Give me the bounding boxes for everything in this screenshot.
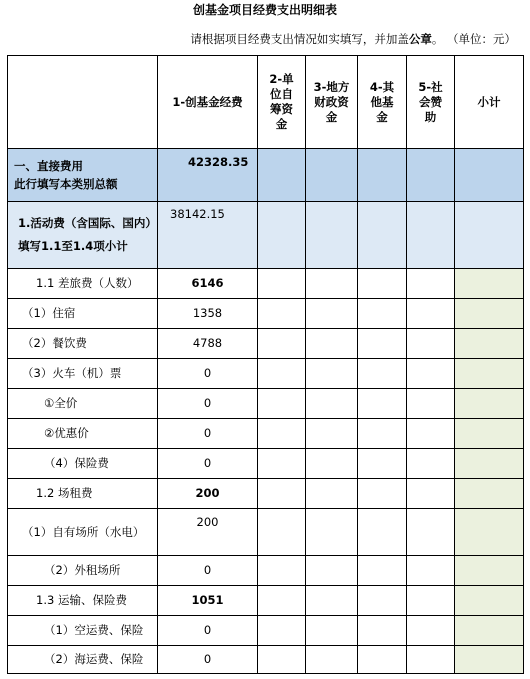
row-subtotal[interactable]	[455, 616, 524, 646]
row-cell[interactable]	[407, 556, 455, 586]
row-cell[interactable]	[407, 479, 455, 509]
header-col-2: 2-单位自筹资金	[258, 56, 306, 149]
row-cell[interactable]	[258, 646, 306, 674]
row-value[interactable]: 1358	[158, 299, 258, 329]
instruction-text	[190, 31, 516, 47]
row-subtotal[interactable]	[455, 646, 524, 674]
row-name: （3）火车（机）票	[8, 359, 158, 389]
row-cell[interactable]	[306, 269, 358, 299]
row-name: ①全价	[8, 389, 158, 419]
row-value[interactable]: 200	[158, 509, 258, 556]
row-cell[interactable]	[358, 269, 407, 299]
header-blank-cell	[8, 56, 158, 149]
row-name: ②优惠价	[8, 419, 158, 449]
row-value[interactable]: 0	[158, 616, 258, 646]
row-cell[interactable]	[306, 646, 358, 674]
table-row	[8, 479, 524, 509]
row-cell[interactable]	[407, 329, 455, 359]
row-subtotal[interactable]	[455, 269, 524, 299]
row-subtotal[interactable]	[455, 556, 524, 586]
row-cell[interactable]	[258, 359, 306, 389]
header-col-4: 4-其他基金	[358, 56, 407, 149]
row-cell[interactable]	[407, 269, 455, 299]
row-cell[interactable]	[407, 299, 455, 329]
category-name: 一、直接费用 此行填写本类别总额	[8, 149, 158, 202]
table-row	[8, 449, 524, 479]
row-cell[interactable]	[258, 616, 306, 646]
row-cell[interactable]	[407, 359, 455, 389]
page-title: 创基金项目经费支出明细表	[192, 3, 337, 17]
row-cell[interactable]	[407, 419, 455, 449]
table-row	[8, 616, 524, 646]
row-name: （1）空运费、保险	[8, 616, 158, 646]
row-subtotal[interactable]	[455, 449, 524, 479]
expense-table-wrapper	[7, 55, 524, 674]
header-col-subtotal: 小计	[455, 56, 524, 149]
header-col-5: 5-社会赞助	[407, 56, 455, 149]
row-value[interactable]: 200	[158, 479, 258, 509]
row-cell[interactable]	[358, 479, 407, 509]
subcategory-cell[interactable]	[358, 202, 407, 269]
row-cell[interactable]	[258, 419, 306, 449]
category-cell[interactable]	[258, 149, 306, 202]
row-cell[interactable]	[358, 586, 407, 616]
row-value[interactable]: 0	[158, 449, 258, 479]
table-row	[8, 269, 524, 299]
subcategory-subtotal[interactable]	[455, 202, 524, 269]
row-name: 1.2 场租费	[8, 479, 158, 509]
row-cell[interactable]	[358, 299, 407, 329]
table-row	[8, 299, 524, 329]
table-row	[8, 389, 524, 419]
header-row	[8, 56, 524, 149]
subcategory-value[interactable]: 38142.15	[158, 202, 258, 269]
table-row	[8, 646, 524, 674]
row-subtotal[interactable]	[455, 359, 524, 389]
row-cell[interactable]	[407, 646, 455, 674]
row-subtotal[interactable]	[455, 389, 524, 419]
row-subtotal[interactable]	[455, 419, 524, 449]
row-cell[interactable]	[358, 509, 407, 556]
row-cell[interactable]	[258, 269, 306, 299]
header-col-1: 1-创基金经费	[158, 56, 258, 149]
row-cell[interactable]	[306, 389, 358, 419]
row-name: （2）餐饮费	[8, 329, 158, 359]
row-cell[interactable]	[407, 509, 455, 556]
row-value[interactable]: 0	[158, 389, 258, 419]
row-name: （2）海运费、保险	[8, 646, 158, 674]
row-cell[interactable]	[306, 556, 358, 586]
instruction-main: 请根据项目经费支出情况如实填写，并加盖	[190, 32, 409, 46]
row-name: （1）自有场所（水电）	[8, 509, 158, 556]
row-cell[interactable]	[306, 616, 358, 646]
table-row	[8, 419, 524, 449]
row-subtotal[interactable]	[455, 299, 524, 329]
table-row	[8, 359, 524, 389]
row-subtotal[interactable]	[455, 479, 524, 509]
row-value[interactable]: 6146	[158, 269, 258, 299]
row-cell[interactable]	[358, 616, 407, 646]
row-cell[interactable]	[358, 556, 407, 586]
row-subtotal[interactable]	[455, 586, 524, 616]
row-cell[interactable]	[358, 329, 407, 359]
row-value[interactable]: 0	[158, 556, 258, 586]
subcategory-row	[8, 202, 524, 269]
row-cell[interactable]	[358, 359, 407, 389]
row-cell[interactable]	[306, 419, 358, 449]
instruction-bold: 公章	[408, 32, 432, 46]
row-cell[interactable]	[358, 419, 407, 449]
row-cell[interactable]	[407, 389, 455, 419]
subcategory-cell[interactable]	[407, 202, 455, 269]
row-cell[interactable]	[258, 479, 306, 509]
category-cell[interactable]	[306, 149, 358, 202]
table-row	[8, 509, 524, 556]
row-cell[interactable]	[306, 449, 358, 479]
row-value[interactable]: 0	[158, 646, 258, 674]
subcategory-cell[interactable]	[258, 202, 306, 269]
row-cell[interactable]	[407, 586, 455, 616]
category-subtotal[interactable]	[455, 149, 524, 202]
row-value[interactable]: 0	[158, 419, 258, 449]
table-row	[8, 556, 524, 586]
row-name: （4）保险费	[8, 449, 158, 479]
row-cell[interactable]	[306, 509, 358, 556]
category-row	[8, 149, 524, 202]
instruction-tail: 。 （单位：元）	[431, 32, 516, 46]
row-cell[interactable]	[258, 389, 306, 419]
row-cell[interactable]	[258, 556, 306, 586]
category-value[interactable]: 42328.35	[158, 149, 258, 202]
row-cell[interactable]	[306, 329, 358, 359]
row-value[interactable]: 4788	[158, 329, 258, 359]
category-cell[interactable]	[407, 149, 455, 202]
row-cell[interactable]	[306, 359, 358, 389]
row-cell[interactable]	[407, 616, 455, 646]
category-cell[interactable]	[358, 149, 407, 202]
row-cell[interactable]	[358, 449, 407, 479]
row-cell[interactable]	[306, 479, 358, 509]
subcategory-cell[interactable]	[306, 202, 358, 269]
row-cell[interactable]	[306, 299, 358, 329]
row-cell[interactable]	[306, 586, 358, 616]
row-cell[interactable]	[407, 449, 455, 479]
row-name: （2）外租场所	[8, 556, 158, 586]
row-name: 1.1 差旅费（人数）	[8, 269, 158, 299]
row-cell[interactable]	[258, 449, 306, 479]
row-name: （1）住宿	[8, 299, 158, 329]
row-cell[interactable]	[258, 329, 306, 359]
row-cell[interactable]	[258, 586, 306, 616]
row-name: 1.3 运输、保险费	[8, 586, 158, 616]
header-col-3: 3-地方财政资金	[306, 56, 358, 149]
row-cell[interactable]	[258, 509, 306, 556]
row-value[interactable]: 1051	[158, 586, 258, 616]
row-value[interactable]: 0	[158, 359, 258, 389]
row-cell[interactable]	[358, 646, 407, 674]
row-subtotal[interactable]	[455, 329, 524, 359]
expense-table	[7, 55, 524, 674]
table-row	[8, 329, 524, 359]
row-cell[interactable]	[358, 389, 407, 419]
subcategory-name: 1.活动费（含国际、国内） 填写1.1至1.4项小计	[8, 202, 158, 269]
row-cell[interactable]	[258, 299, 306, 329]
table-row	[8, 586, 524, 616]
row-subtotal[interactable]	[455, 509, 524, 556]
